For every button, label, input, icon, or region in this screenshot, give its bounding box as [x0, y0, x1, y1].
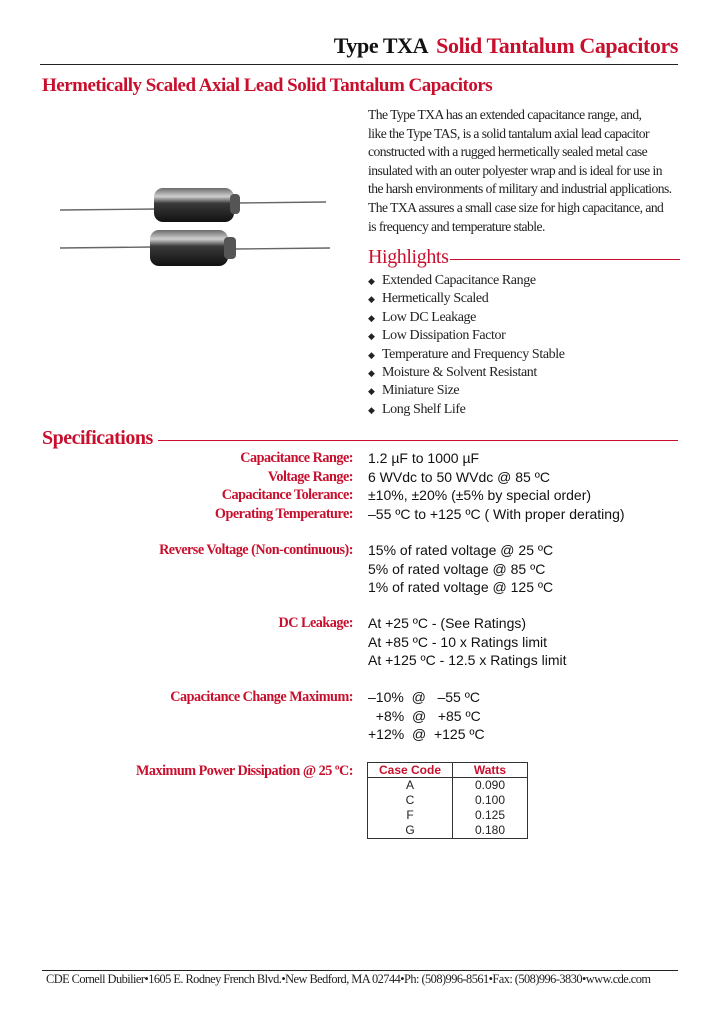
list-item: ◆ Long Shelf Life: [368, 401, 565, 419]
capacitor-photo: [58, 180, 334, 270]
intro-line: The TXA assures a small case size for high capacitance, and: [368, 199, 664, 215]
operating-temperature-label: Operating Temperature:: [214, 506, 353, 522]
list-item: ◆ Miniature Size: [368, 382, 565, 400]
table-row: [368, 793, 528, 808]
intro-line: constructed with a rugged hermetically sealed metal case: [368, 144, 648, 160]
table-row: [368, 823, 528, 839]
bullet-icon: ◆: [368, 349, 375, 360]
highlights-heading: [368, 246, 680, 272]
watts-header: Watts: [453, 763, 528, 778]
table-header-row: [368, 763, 528, 778]
case-code-cell: C: [368, 793, 453, 808]
type-label: Type TXA: [333, 33, 429, 58]
highlights-rule: [450, 259, 680, 260]
specifications-rule: [158, 440, 678, 441]
dc-leakage-label: DC Leakage:: [278, 615, 353, 631]
intro-line: insulated with an outer polyester wrap and is ideal for use in: [368, 162, 662, 178]
intro-line: The Type TXA has an extended capacitance range, and,: [368, 107, 642, 122]
watts-cell: 0.180: [453, 823, 528, 839]
capacitance-change-value: –10% @ –55 ºC: [368, 689, 480, 705]
footer-rule: [42, 970, 678, 971]
operating-temperature-value: –55 ºC to +125 ºC ( With proper derating): [368, 506, 625, 522]
bullet-icon: ◆: [368, 367, 375, 378]
case-code-cell: A: [368, 778, 453, 794]
highlights-title: Highlights: [368, 246, 449, 268]
table-row: [368, 778, 528, 794]
list-item: ◆ Moisture & Solvent Resistant: [368, 364, 565, 382]
dc-leakage-value: At +85 ºC - 10 x Ratings limit: [368, 634, 548, 650]
footer-address: CDE Cornell Dubilier•1605 E. Rodney French Blvd.•New Bedford, MA 02744•Ph: (508)996-8561•Fax: (508)996-3830•www.cde.com: [46, 972, 651, 986]
list-item: ◆ Hermetically Scaled: [368, 290, 565, 308]
intro-line: the harsh environments of military and industrial applications.: [368, 181, 672, 197]
voltage-range-label: Voltage Range:: [267, 469, 353, 485]
intro-paragraph: [368, 106, 680, 236]
capacitor-bottom: [60, 230, 330, 266]
power-dissipation-table: [367, 762, 528, 839]
watts-cell: 0.100: [453, 793, 528, 808]
case-code-cell: G: [368, 823, 453, 839]
watts-cell: 0.125: [453, 808, 528, 823]
reverse-voltage-value: 15% of rated voltage @ 25 ºC: [368, 542, 554, 558]
voltage-range-value: 6 WVdc to 50 WVdc @ 85 ºC: [368, 469, 550, 485]
bullet-icon: ◆: [368, 331, 375, 342]
reverse-voltage-label: Reverse Voltage (Non-continuous):: [159, 542, 353, 558]
specifications-title: Specifications: [42, 427, 153, 449]
highlights-list: [368, 272, 565, 419]
bullet-icon: ◆: [368, 294, 375, 305]
capacitance-range-value: 1.2 µF to 1000 µF: [368, 450, 480, 466]
case-code-header: Case Code: [368, 763, 453, 778]
list-item: ◆ Low DC Leakage: [368, 309, 565, 327]
dc-leakage-value: At +25 ºC - (See Ratings): [368, 615, 527, 631]
capacitor-top: [60, 188, 326, 222]
list-item: ◆ Extended Capacitance Range: [368, 272, 565, 290]
intro-line: like the Type TAS, is a solid tantalum axial lead capacitor: [368, 125, 649, 141]
bullet-icon: ◆: [368, 276, 375, 286]
reverse-voltage-value: 1% of rated voltage @ 125 ºC: [368, 579, 554, 595]
page-header: [40, 30, 678, 65]
watts-cell: 0.090: [453, 778, 528, 794]
capacitance-change-label: Capacitance Change Maximum:: [170, 689, 353, 705]
product-label: Solid Tantalum Capacitors: [436, 33, 678, 58]
dc-leakage-value: At +125 ºC - 12.5 x Ratings limit: [368, 652, 567, 668]
specifications-heading: [42, 427, 678, 453]
power-dissipation-label: Maximum Power Dissipation @ 25 ºC:: [136, 763, 353, 779]
bullet-icon: ◆: [368, 386, 375, 397]
capacitance-tolerance-value: ±10%, ±20% (±5% by special order): [368, 487, 592, 503]
capacitance-change-value: +8% @ +85 ºC: [368, 708, 481, 724]
list-item: ◆ Low Dissipation Factor: [368, 327, 565, 345]
capacitance-range-label: Capacitance Range:: [240, 450, 353, 466]
page-title: [334, 33, 678, 59]
case-code-cell: F: [368, 808, 453, 823]
capacitance-change-value: +12% @ +125 ºC: [368, 726, 485, 742]
bullet-icon: ◆: [368, 404, 375, 415]
document-subtitle: Hermetically Scaled Axial Lead Solid Tantalum Capacitors: [42, 75, 493, 96]
capacitance-tolerance-label: Capacitance Tolerance:: [221, 487, 353, 503]
list-item: ◆ Temperature and Frequency Stable: [368, 346, 565, 364]
bullet-icon: ◆: [368, 312, 375, 323]
table-row: [368, 808, 528, 823]
reverse-voltage-value: 5% of rated voltage @ 85 ºC: [368, 561, 546, 577]
intro-line: is frequency and temperature stable.: [368, 218, 545, 234]
